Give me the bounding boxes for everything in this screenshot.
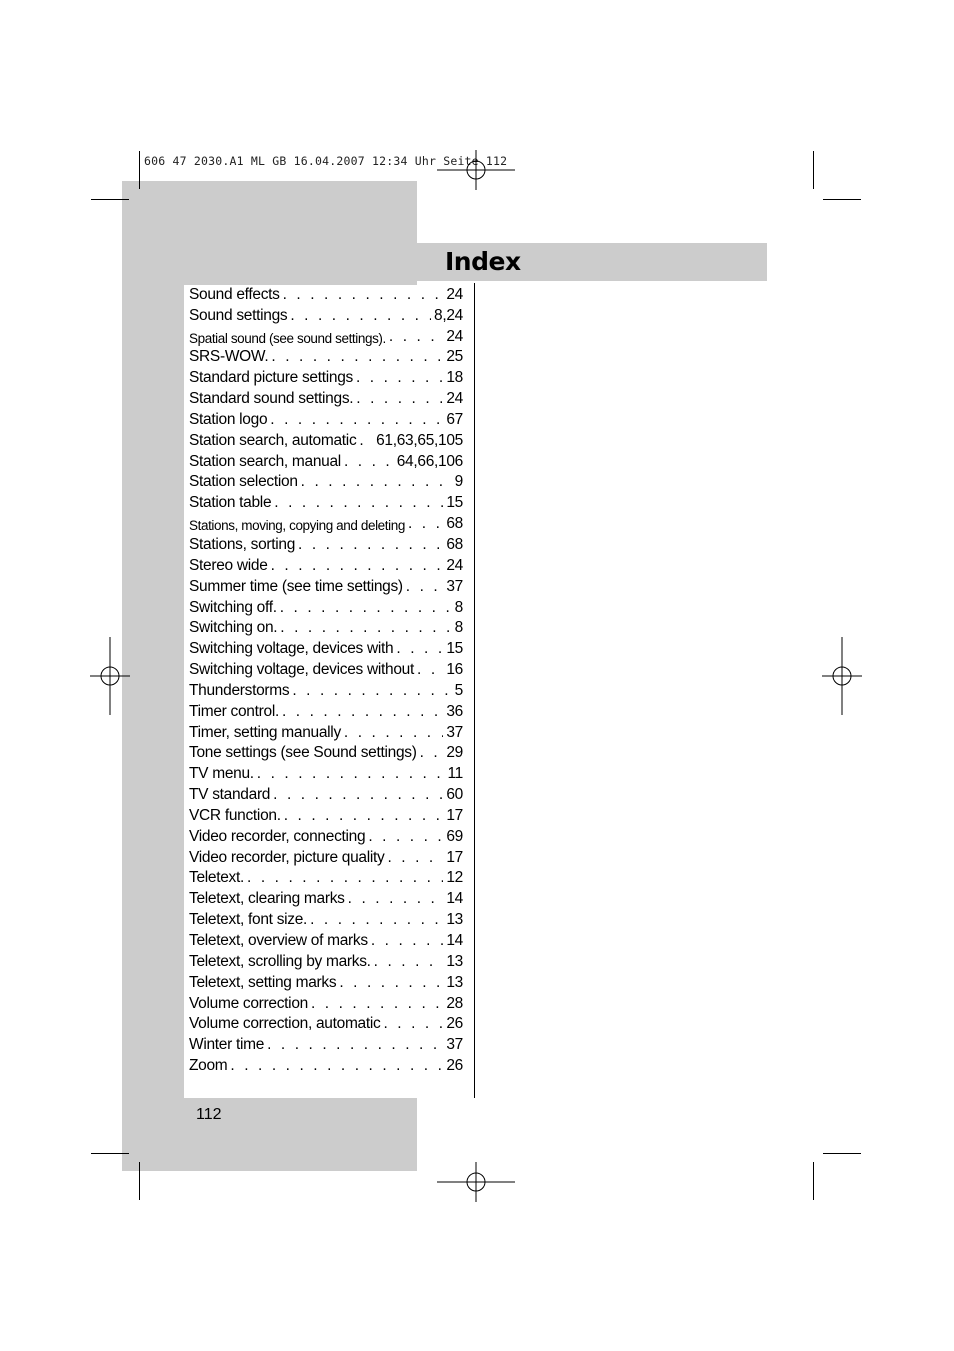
index-page-ref: 16: [446, 661, 463, 679]
index-term: Volume correction: [189, 994, 308, 1012]
index-term: Timer control.: [189, 702, 279, 720]
index-term: Sound effects: [189, 285, 280, 303]
index-entry: [189, 658, 463, 679]
index-entry: [189, 887, 463, 908]
index-entry: [189, 804, 463, 825]
crop-mark: [139, 1162, 140, 1200]
dot-leader: [280, 599, 452, 617]
index-entry: [189, 908, 463, 929]
index-entry: [189, 575, 463, 596]
index-entry: [189, 512, 463, 533]
index-term: Zoom: [189, 1057, 228, 1075]
index-page-ref: 24: [446, 390, 463, 408]
index-entry: [189, 700, 463, 721]
index-term: Stations, moving, copying and deleting: [189, 518, 405, 534]
index-entry: [189, 554, 463, 575]
crop-mark: [813, 1162, 814, 1200]
index-page-ref: 11: [447, 765, 463, 783]
index-page-ref: 8: [454, 619, 463, 637]
dot-leader: [339, 974, 443, 992]
index-term: SRS-WOW.: [189, 348, 269, 366]
index-page-ref: 68: [446, 515, 463, 533]
dot-leader: [310, 911, 443, 929]
dot-leader: [359, 432, 373, 450]
index-entry: [189, 950, 463, 971]
index-term: Spatial sound (see sound settings).: [189, 330, 386, 346]
index-page-ref: 15: [446, 640, 463, 658]
dot-leader: [230, 1057, 443, 1075]
dot-leader: [284, 807, 444, 825]
index-term: Stations, sorting: [189, 535, 296, 553]
index-term: Station search, automatic: [189, 431, 357, 449]
crop-mark: [823, 199, 861, 200]
index-term: Switching on.: [189, 619, 278, 637]
dot-leader: [311, 995, 443, 1013]
index-page-ref: 68: [446, 535, 463, 553]
dot-leader: [290, 307, 431, 325]
dot-leader: [383, 1015, 443, 1033]
index-page-ref: 24: [446, 285, 463, 303]
index-page-ref: 26: [446, 1015, 463, 1033]
index-page-ref: 13: [446, 952, 463, 970]
index-page-ref: 17: [446, 848, 463, 866]
index-entry: [189, 429, 463, 450]
index-page-ref: 61,63,65,105: [376, 431, 463, 449]
dot-leader: [271, 348, 443, 366]
dot-leader: [301, 473, 452, 491]
index-page-ref: 67: [446, 410, 463, 428]
index-page-ref: 8,24: [434, 306, 463, 324]
dot-leader: [344, 724, 443, 742]
dot-leader: [280, 619, 451, 637]
index-page-ref: 29: [446, 744, 463, 762]
index-entry: [189, 721, 463, 742]
index-term: Volume correction, automatic: [189, 1015, 381, 1033]
index-term: Sound settings: [189, 306, 288, 324]
index-entry: [189, 1033, 463, 1054]
index-term: Summer time (see time settings): [189, 577, 403, 595]
index-page-ref: 26: [446, 1057, 463, 1075]
index-entry: [189, 679, 463, 700]
index-term: Teletext, setting marks: [189, 973, 337, 991]
dot-leader: [374, 953, 444, 971]
dot-leader: [282, 703, 443, 721]
index-term: Winter time: [189, 1036, 265, 1054]
index-entry: [189, 783, 463, 804]
dot-leader: [408, 515, 443, 533]
index-entry: [189, 533, 463, 554]
dot-leader: [387, 849, 443, 867]
index-entry: [189, 762, 463, 783]
index-entry: [189, 283, 463, 304]
index-page-ref: 15: [446, 494, 463, 512]
index-page-ref: 9: [454, 473, 463, 491]
index-page-ref: 12: [446, 869, 463, 887]
index-term: Teletext, overview of marks: [189, 932, 368, 949]
index-entry: [189, 408, 463, 429]
index-page-ref: 64,66,106: [396, 452, 463, 470]
index-page-ref: 14: [446, 890, 463, 908]
index-term: Switching voltage, devices without: [189, 661, 415, 679]
index-page-ref: 28: [446, 994, 463, 1012]
index-page-ref: 24: [446, 327, 463, 345]
index-term: Teletext, clearing marks: [189, 890, 345, 908]
index-entry: [189, 325, 463, 346]
index-term: Standard picture settings: [189, 369, 353, 387]
index-entry: [189, 1054, 463, 1075]
index-page-ref: 69: [446, 827, 463, 845]
index-term: TV menu.: [189, 765, 254, 783]
index-page-ref: 13: [446, 973, 463, 991]
index-term: Teletext, font size.: [189, 911, 308, 929]
index-page-ref: 37: [446, 1036, 463, 1054]
index-entry: [189, 346, 463, 367]
dot-leader: [267, 1036, 443, 1054]
index-term: Teletext, scrolling by marks.: [189, 952, 371, 970]
index-entry: [189, 825, 463, 846]
index-entry: [189, 596, 463, 617]
index-term: Timer, setting manually: [189, 723, 341, 741]
index-term: Station selection: [189, 473, 298, 491]
index-entry: [189, 387, 463, 408]
gray-margin-left: [122, 181, 184, 1171]
registration-mark-icon: [437, 1162, 515, 1202]
dot-leader: [283, 286, 444, 304]
index-entry: [189, 491, 463, 512]
index-entry: [189, 1013, 463, 1034]
crop-mark: [91, 1153, 129, 1154]
index-entry: [189, 929, 463, 950]
page-title: Index: [445, 247, 521, 276]
index-page-ref: 14: [446, 932, 463, 949]
index-term: Station table: [189, 494, 272, 512]
index-term: Tone settings (see Sound settings): [189, 744, 417, 762]
index-term: Video recorder, connecting: [189, 827, 366, 845]
index-page-ref: 36: [446, 702, 463, 720]
dot-leader: [406, 578, 444, 596]
gray-tab-bottom: [122, 1098, 417, 1171]
index-list: [189, 283, 463, 1075]
dot-leader: [247, 869, 443, 887]
index-page-ref: 37: [446, 723, 463, 741]
dot-leader: [271, 557, 444, 575]
index-entry: [189, 992, 463, 1013]
print-slug: 606 47 2030.A1 ML GB 16.04.2007 12:34 Uhr Seite 112: [144, 154, 508, 168]
index-page-ref: 18: [446, 369, 463, 387]
index-entry: [189, 617, 463, 638]
crop-mark: [813, 151, 814, 189]
index-entry: [189, 304, 463, 325]
index-entry: [189, 742, 463, 763]
dot-leader: [348, 890, 444, 908]
index-page-ref: 17: [446, 806, 463, 824]
index-entry: [189, 846, 463, 867]
index-page-ref: 5: [454, 681, 463, 699]
dot-leader: [371, 932, 444, 950]
crop-mark: [91, 199, 129, 200]
page-number: 112: [196, 1106, 222, 1123]
crop-mark: [139, 151, 140, 189]
registration-mark-icon: [822, 637, 862, 715]
index-page-ref: 60: [446, 786, 463, 804]
column-rule: [474, 283, 475, 1098]
dot-leader: [257, 765, 445, 783]
index-page-ref: 25: [446, 348, 463, 366]
index-entry: [189, 867, 463, 888]
index-term: Switching off.: [189, 598, 277, 616]
index-term: Switching voltage, devices with: [189, 640, 394, 658]
dot-leader: [368, 828, 443, 846]
index-term: Teletext.: [189, 869, 245, 887]
dot-leader: [396, 640, 443, 658]
registration-mark-icon: [90, 637, 130, 715]
index-term: VCR function.: [189, 806, 281, 824]
dot-leader: [389, 328, 443, 346]
index-term: Standard sound settings.: [189, 390, 354, 408]
index-entry: [189, 471, 463, 492]
index-page-ref: 37: [446, 577, 463, 595]
dot-leader: [292, 682, 451, 700]
index-entry: [189, 637, 463, 658]
dot-leader: [356, 369, 443, 387]
index-page-ref: 24: [446, 556, 463, 574]
index-page-ref: 8: [454, 598, 463, 616]
dot-leader: [270, 411, 443, 429]
dot-leader: [298, 536, 443, 554]
index-entry: [189, 366, 463, 387]
index-entry: [189, 450, 463, 471]
dot-leader: [356, 390, 443, 408]
index-entry: [189, 971, 463, 992]
crop-mark: [823, 1153, 861, 1154]
dot-leader: [417, 661, 443, 679]
index-term: Station search, manual: [189, 452, 341, 470]
index-term: TV standard: [189, 786, 271, 804]
registration-mark-icon: [437, 150, 515, 190]
dot-leader: [420, 744, 444, 762]
index-term: Video recorder, picture quality: [189, 848, 385, 866]
index-term: Station logo: [189, 410, 268, 428]
index-term: Thunderstorms: [189, 681, 290, 699]
index-term: Stereo wide: [189, 556, 268, 574]
dot-leader: [273, 786, 443, 804]
index-page-ref: 13: [446, 911, 463, 929]
dot-leader: [344, 453, 394, 471]
dot-leader: [274, 494, 443, 512]
